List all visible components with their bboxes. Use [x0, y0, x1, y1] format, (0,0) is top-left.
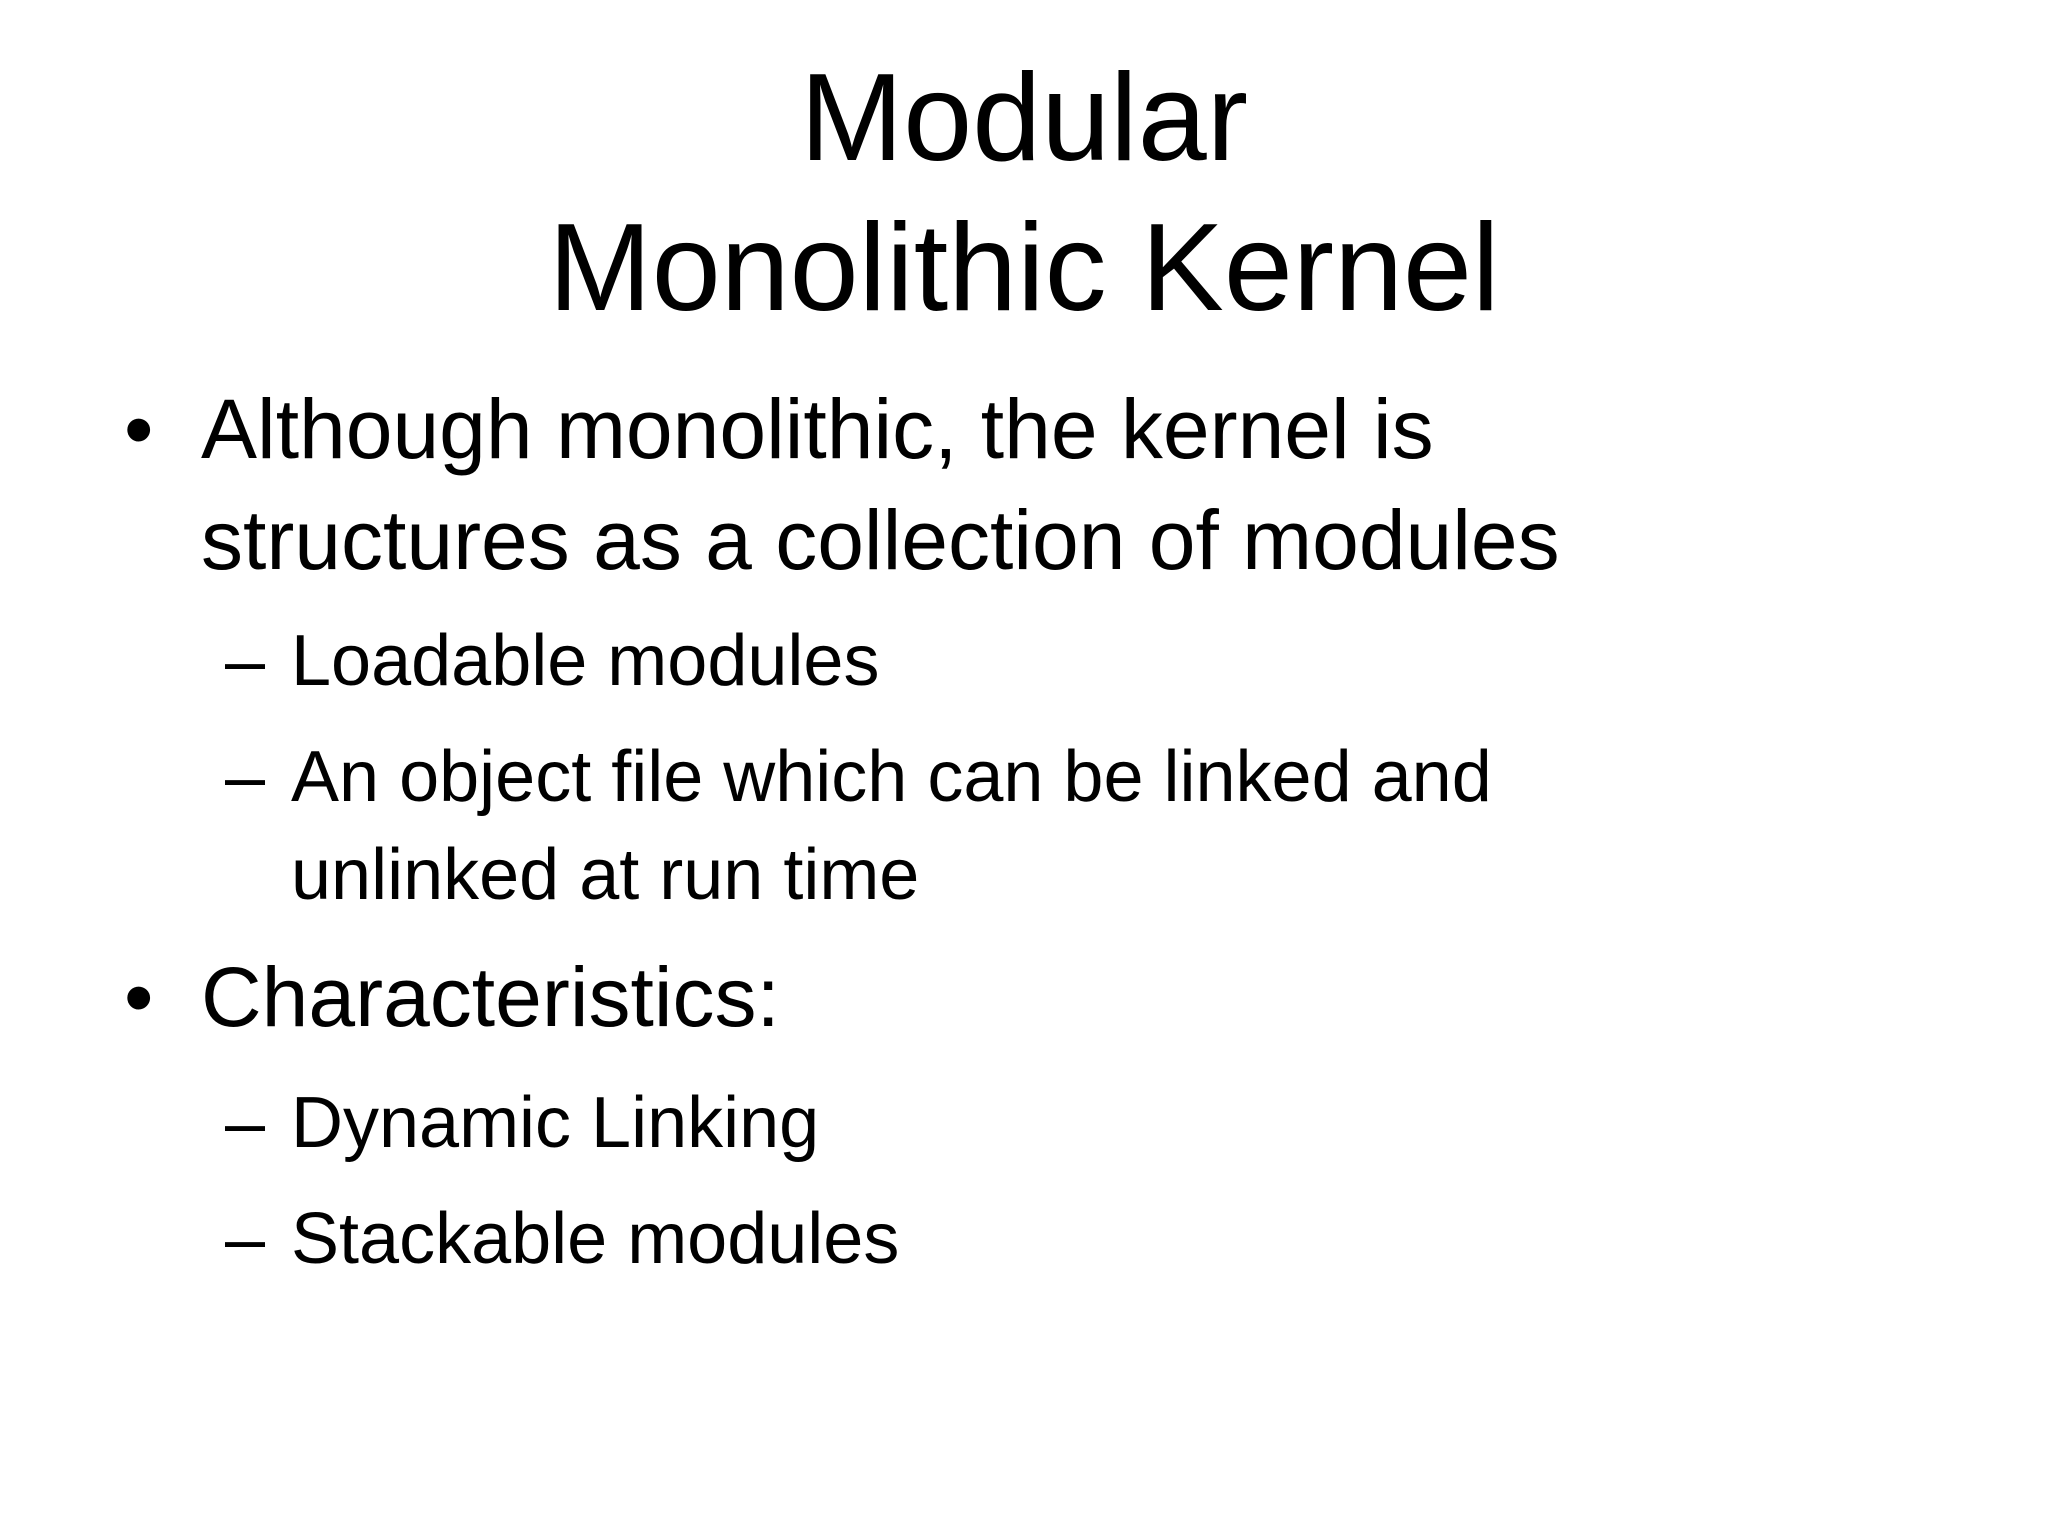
dash-icon: –	[225, 1083, 266, 1163]
dash-icon: –	[225, 621, 266, 701]
sub-bullet-text: unlinked at run time	[291, 835, 920, 915]
bullet-icon: •	[124, 950, 154, 1044]
sub-bullet-text: Stackable modules	[291, 1199, 900, 1279]
dash-icon: –	[225, 737, 266, 817]
sub-bullet-text: Loadable modules	[291, 621, 880, 701]
bullet-text: Although monolithic, the kernel is	[201, 382, 1434, 476]
sub-bullet-text: Dynamic Linking	[291, 1083, 820, 1163]
dash-icon: –	[225, 1199, 266, 1279]
slide-title-line-1: Modular	[800, 49, 1248, 187]
bullet-text: Characteristics:	[201, 950, 780, 1044]
bullet-icon: •	[124, 382, 154, 476]
slide-title-line-2: Monolithic Kernel	[548, 199, 1500, 337]
sub-bullet-text: An object file which can be linked and	[291, 737, 1492, 817]
bullet-text: structures as a collection of modules	[201, 493, 1560, 587]
